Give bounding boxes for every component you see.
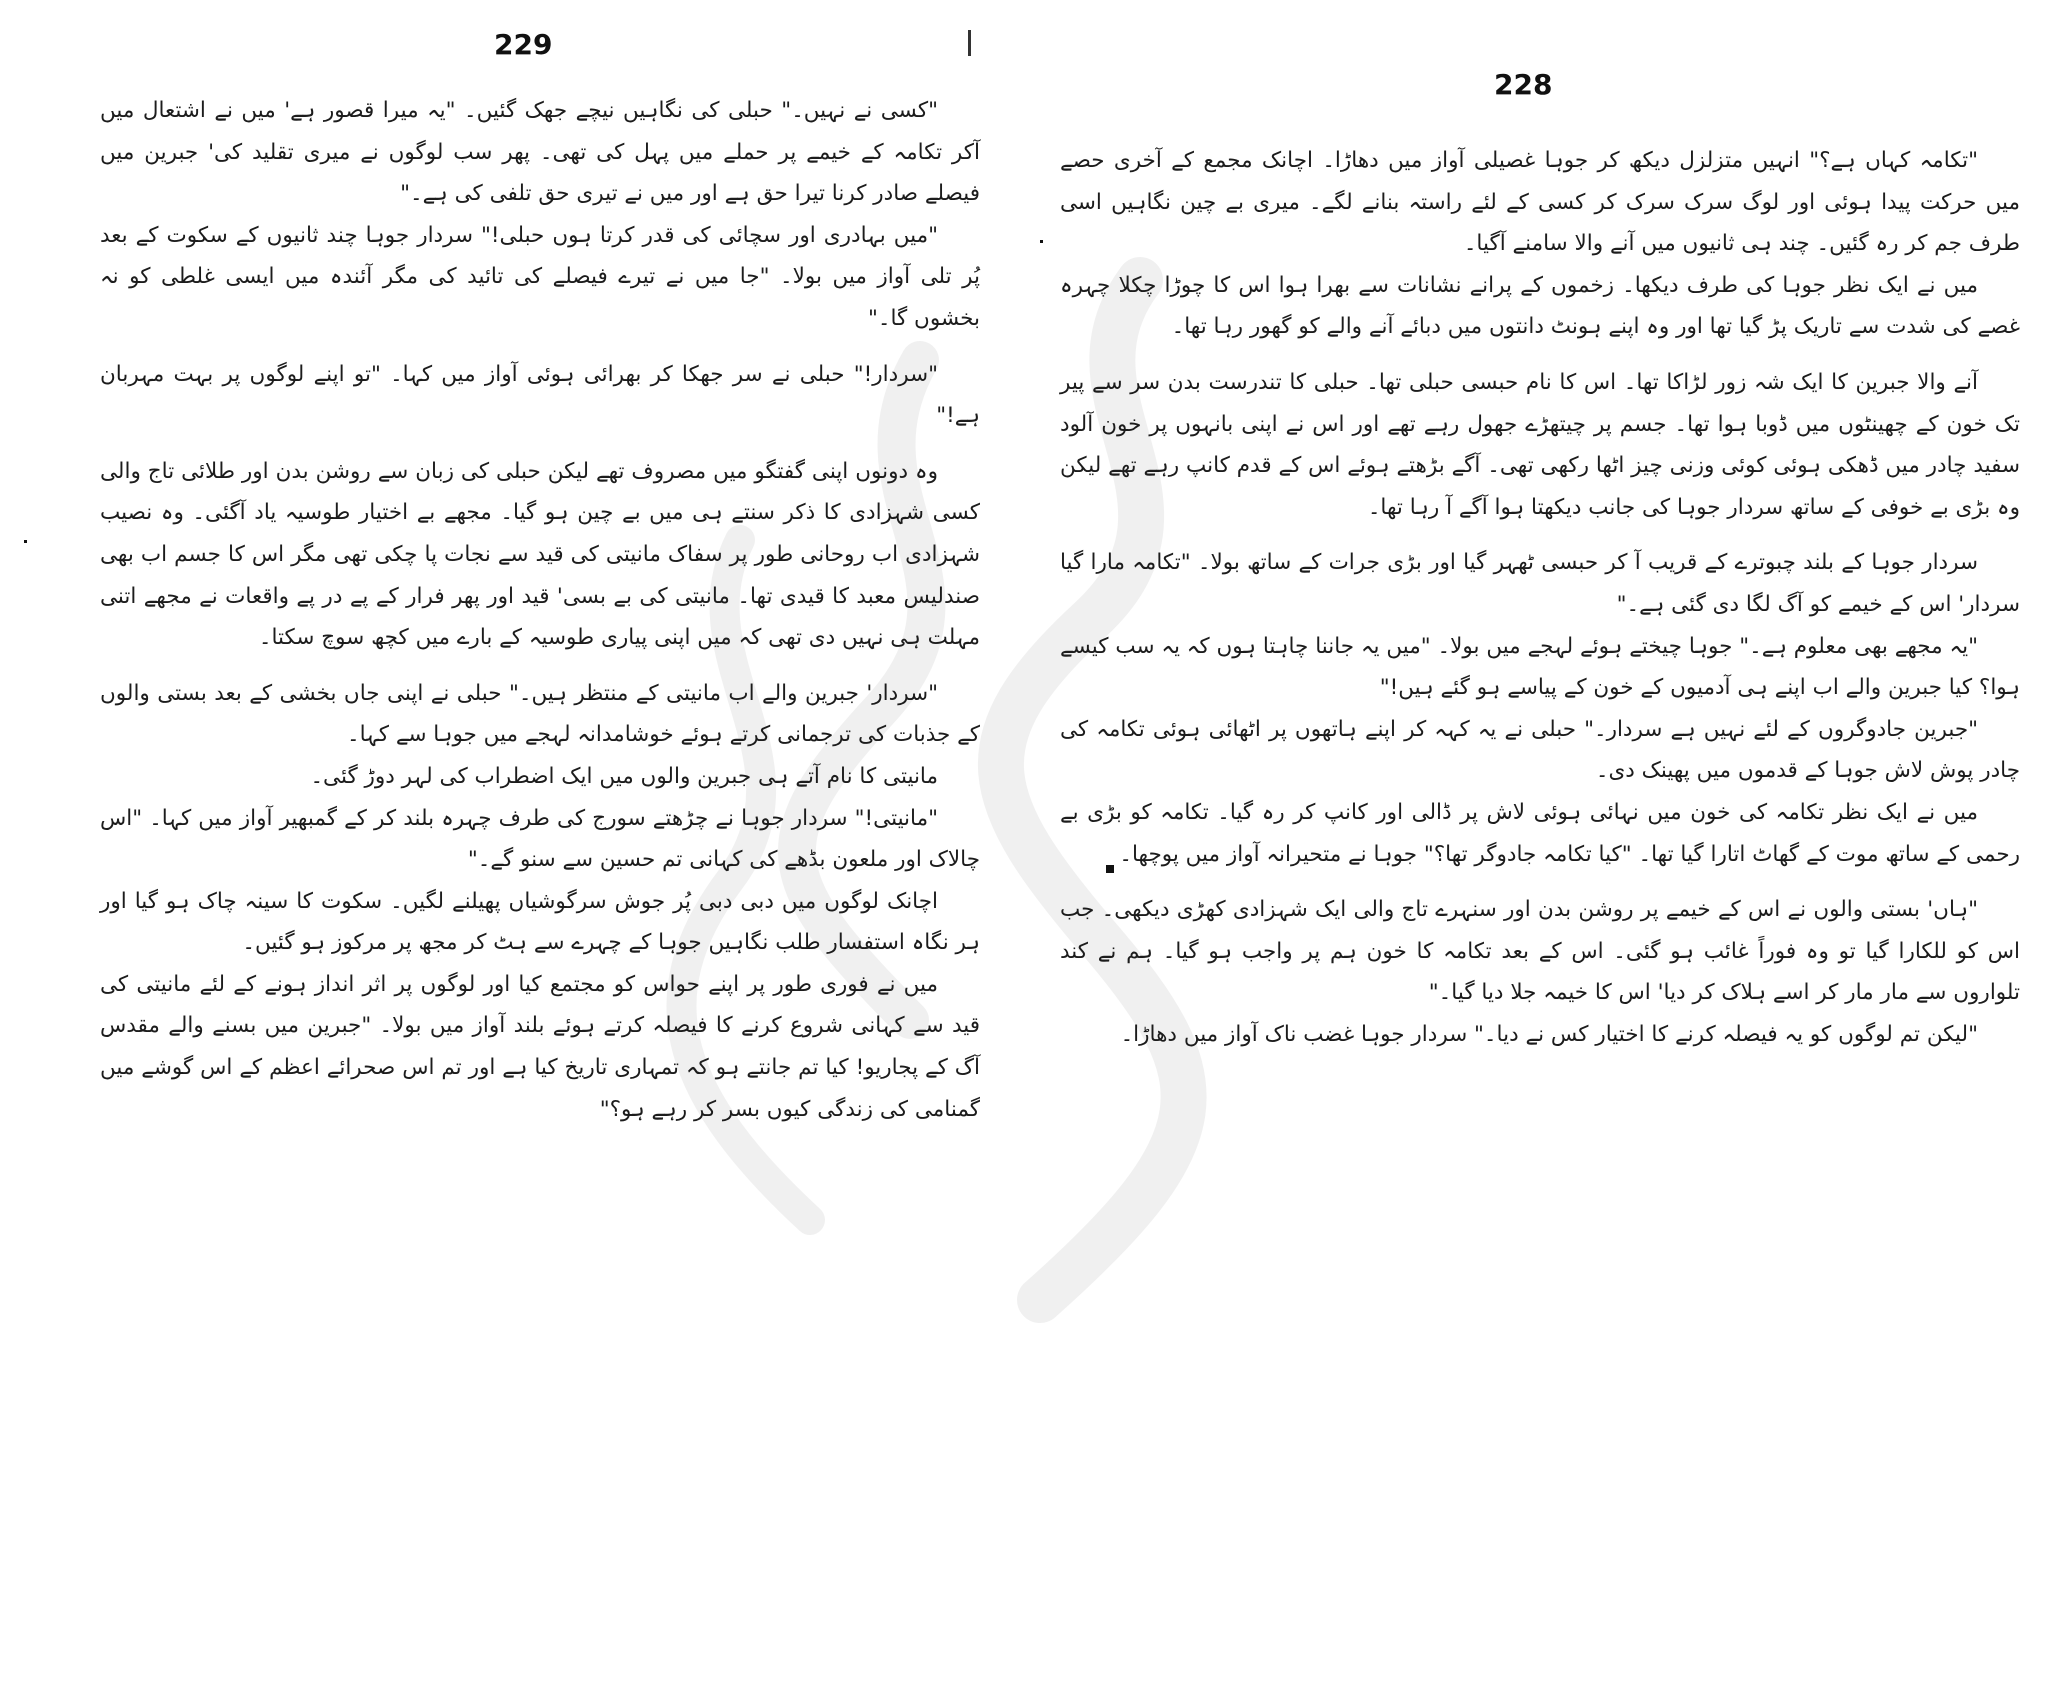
paragraph: "سردار!" حبلی نے سر جھکا کر بھرائی ہوئی آواز میں کہا۔ "تو اپنے لوگوں پر بہت مہربان ہے!" bbox=[100, 361, 980, 429]
page-229 bbox=[0, 0, 1000, 1693]
page-body bbox=[100, 90, 980, 1130]
paragraph: میں نے ایک نظر تکامہ کی خون میں نہائی ہوئی لاش پر ڈالی اور کانپ کر رہ گیا۔ تکامہ کو بڑی بے رحمی کے ساتھ موت کے گھاٹ اتارا گیا تھا۔ "کیا تکامہ جادوگر تھا؟" جوہا نے متحیرانہ آواز میں پوچھا۔ bbox=[1060, 799, 2020, 867]
paragraph: میں نے ایک نظر جوہا کی طرف دیکھا۔ زخموں کے پرانے نشانات سے بھرا ہوا اس کا چوڑا چکلا چہرہ غصے کی شدت سے تاریک پڑ گیا تھا اور وہ اپنے ہونٹ دانتوں میں دبائے آنے والے کو گھور رہا تھا۔ bbox=[1060, 272, 2020, 340]
paragraph: "کسی نے نہیں۔" حبلی کی نگاہیں نیچے جھک گئیں۔ "یہ میرا قصور ہے' میں نے اشتعال میں آکر تکامہ کے خیمے پر حملے میں پہل کی تھی۔ پھر سب لوگوں نے میری تقلید کی' جبرین میں فیصلے صادر کرنا تیرا حق ہے اور میں نے تیری حق تلفی کی ہے۔" bbox=[100, 98, 980, 207]
page-228 bbox=[1030, 0, 2048, 1693]
paragraph: "لیکن تم لوگوں کو یہ فیصلہ کرنے کا اختیار کس نے دیا۔" سردار جوہا غضب ناک آواز میں دھاڑا۔ bbox=[1120, 1021, 1978, 1047]
scan-speck bbox=[1040, 240, 1043, 243]
paragraph: میں نے فوری طور پر اپنے حواس کو مجتمع کیا اور لوگوں پر اثر انداز ہونے کے لئے مانیتی کی قید سے کہانی شروع کرنے کا فیصلہ کرتے ہوئے بلند آواز میں بولا۔ "جبرین میں بسنے والے مقدس آگ کے پجاریو! کیا تم جانتے ہو کہ تمہاری تاریخ کیا ہے اور تم اس صحرائے اعظم کے اس گوشے میں گمنامی کی زندگی کیوں بسر کر رہے ہو؟" bbox=[100, 971, 980, 1122]
gutter-divider bbox=[968, 30, 971, 56]
page-number: 229 bbox=[494, 28, 553, 61]
paragraph: "مانیتی!" سردار جوہا نے چڑھتے سورج کی طرف چہرہ بلند کر کے گمبھیر آواز میں کہا۔ "اس چالاک اور ملعون بڈھے کی کہانی تم حسین سے سنو گے۔" bbox=[100, 805, 980, 873]
paragraph: "تکامہ کہاں ہے؟" انہیں متزلزل دیکھ کر جوہا غصیلی آواز میں دھاڑا۔ اچانک مجمع کے آخری حصے میں حرکت پیدا ہوئی اور لوگ سرک سرک کر کسی کے لئے راستہ بنانے لگے۔ میری بے چین نگاہیں اسی طرف جم کر رہ گئیں۔ چند ہی ثانیوں میں آنے والا سامنے آگیا۔ bbox=[1060, 148, 2020, 257]
page-number: 228 bbox=[1494, 68, 1553, 101]
paragraph: مانیتی کا نام آتے ہی جبرین والوں میں ایک اضطراب کی لہر دوڑ گئی۔ bbox=[310, 763, 938, 789]
paragraph: "سردار' جبرین والے اب مانیتی کے منتظر ہیں۔" حبلی نے اپنی جاں بخشی کے بعد بستی والوں کے جذبات کی ترجمانی کرتے ہوئے خوشامدانہ لہجے میں جوہا سے کہا۔ bbox=[100, 680, 980, 748]
paragraph: "میں بہادری اور سچائی کی قدر کرتا ہوں حبلی!" سردار جوہا چند ثانیوں کے سکوت کے بعد پُر تلی آواز میں بولا۔ "جا میں نے تیرے فیصلے کی تائید کی مگر آئندہ میں ایسی غلطی کو نہ بخشوں گا۔" bbox=[100, 222, 980, 331]
paragraph: "ہاں' بستی والوں نے اس کے خیمے پر روشن بدن اور سنہرے تاج والی ایک شہزادی کھڑی دیکھی۔ جب اس کو للکارا گیا تو وہ فوراً غائب ہو گئی۔ اس کے بعد تکامہ کا خون ہم پر واجب ہو گیا۔ ہم نے کند تلواروں سے مار مار کر اسے ہلاک کر دیا' اس کا خیمہ جلا دیا گیا۔" bbox=[1060, 897, 2020, 1006]
paragraph: اچانک لوگوں میں دبی دبی پُر جوش سرگوشیاں پھیلنے لگیں۔ سکوت کا سینہ چاک ہو گیا اور ہر نگاہ استفسار طلب نگاہیں جوہا کے چہرے سے ہٹ کر مجھ پر مرکوز ہو گئیں۔ bbox=[100, 888, 980, 956]
paragraph: آنے والا جبرین کا ایک شہ زور لڑاکا تھا۔ اس کا نام حبسی حبلی تھا۔ حبلی کا تندرست بدن سر سے پیر تک خون کے چھینٹوں میں ڈوبا ہوا تھا۔ جسم پر چیتھڑے جھول رہے تھے اور اس نے اپنی بانہوں پر خون آلود سفید چادر میں ڈھکی ہوئی کوئی وزنی چیز اٹھا رکھی تھی۔ آگے بڑھتے ہوئے اس کے قدم کانپ رہے تھے لیکن وہ بڑی بے خوفی کے ساتھ سردار جوہا کی جانب دیکھتا ہوا آگے آ رہا تھا۔ bbox=[1060, 369, 2020, 520]
paragraph: سردار جوہا کے بلند چبوترے کے قریب آ کر حبسی ٹھہر گیا اور بڑی جرات کے ساتھ بولا۔ "تکامہ مارا گیا سردار' اس کے خیمے کو آگ لگا دی گئی ہے۔" bbox=[1060, 550, 2020, 617]
paragraph: وہ دونوں اپنی گفتگو میں مصروف تھے لیکن حبلی کی زبان سے روشن بدن اور طلائی تاج والی کسی شہزادی کا ذکر سنتے ہی میں بے چین ہو گیا۔ مجھے بے اختیار طوسیہ یاد آگئی۔ وہ نصیب شہزادی اب روحانی طور پر سفاک مانیتی کی قید سے نجات پا چکی تھی مگر اس کا جسم اب بھی صندلیس معبد کا قیدی تھا۔ مانیتی کی بے بسی' قید اور پھر فرار کے پے در پے واقعات نے مجھے اتنی مہلت ہی نہیں دی تھی کہ میں اپنی پیاری طوسیہ کے بارے میں کچھ سوچ سکتا۔ bbox=[100, 458, 980, 651]
scan-speck bbox=[1106, 865, 1114, 873]
page-body bbox=[1060, 140, 2020, 1055]
scan-speck bbox=[24, 540, 27, 543]
paragraph: "یہ مجھے بھی معلوم ہے۔" جوہا چیختے ہوئے لہجے میں بولا۔ "میں یہ جاننا چاہتا ہوں کہ یہ سب کیسے ہوا؟ کیا جبرین والے اب اپنے ہی آدمیوں کے خون کے پیاسے ہو گئے ہیں!" bbox=[1060, 633, 2020, 701]
paragraph: "جبرین جادوگروں کے لئے نہیں ہے سردار۔" حبلی نے یہ کہہ کر اپنے ہاتھوں پر اٹھائی ہوئی تکامہ کی چادر پوش لاش جوہا کے قدموں میں پھینک دی۔ bbox=[1060, 716, 2020, 784]
